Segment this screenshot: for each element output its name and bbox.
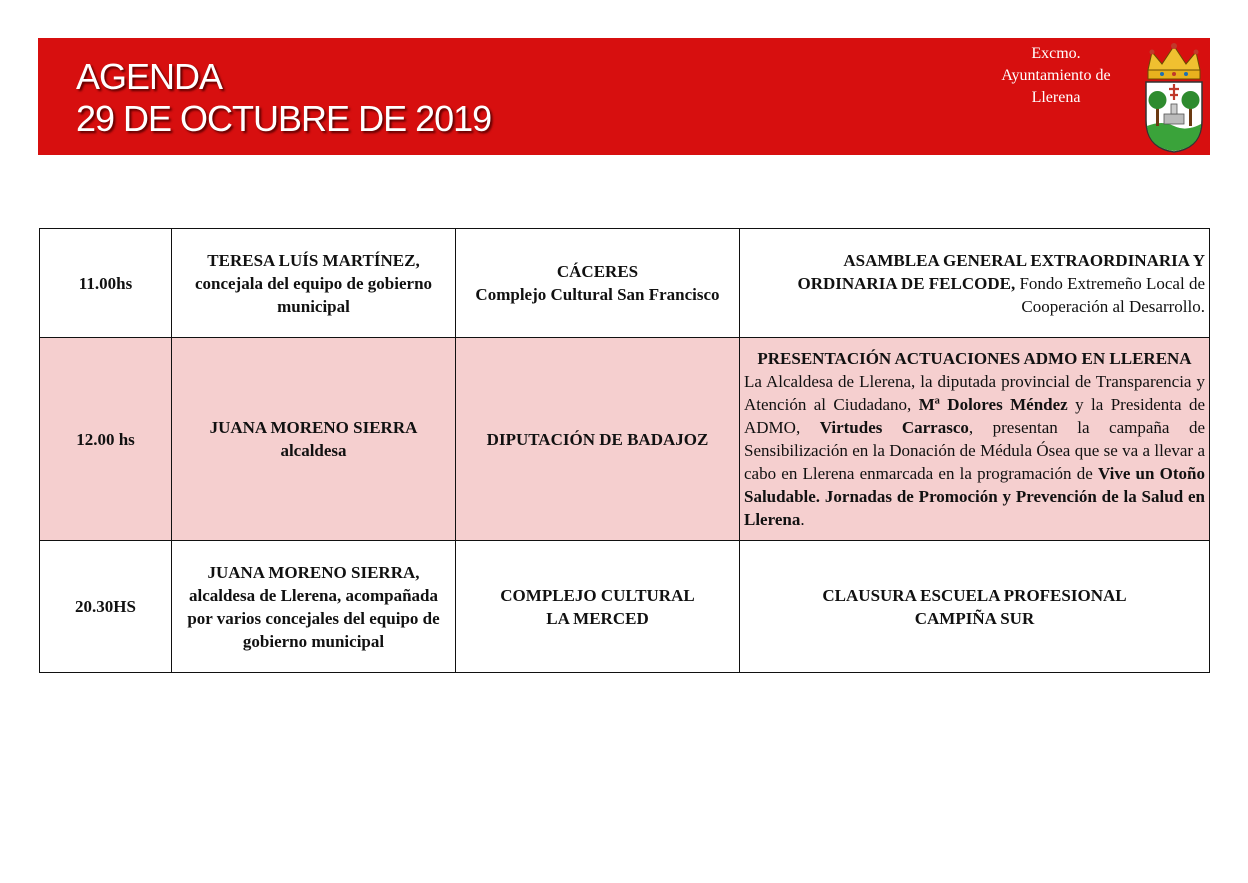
event-location [456, 541, 740, 673]
event-description [740, 541, 1210, 673]
person-role: concejala del equipo de gobierno municipal [194, 273, 433, 316]
event-title: ASAMBLEA GENERAL EXTRAORDINARIA Y ORDINARIA DE FELCODE, [797, 250, 1205, 293]
event-text-part: . [800, 510, 805, 529]
location-line-2: Complejo Cultural San Francisco [475, 285, 720, 304]
event-text-part: y la Presidenta de ADMO, [744, 395, 1205, 437]
event-description [740, 338, 1210, 541]
event-person [172, 229, 456, 338]
title-line-1: AGENDA [76, 56, 223, 97]
event-line-2: CAMPIÑA SUR [914, 608, 1035, 628]
location-line-1: CÁCERES [556, 262, 639, 281]
event-time: 20.30HS [40, 541, 172, 673]
event-line-1: CLAUSURA ESCUELA PROFESIONAL [822, 585, 1127, 605]
event-time: 12.00 hs [40, 338, 172, 541]
org-line-2: Ayuntamiento de [1001, 67, 1111, 84]
event-person [172, 338, 456, 541]
event-text [744, 370, 1205, 531]
event-text-part: , presentan la campaña de Sensibilización en la Donación de Médula Ósea que se va a llevar a cabo en Llerena enmarcada en la programación de [744, 418, 1205, 483]
org-line-3: Llerena [1031, 89, 1081, 106]
event-time: 11.00hs [40, 229, 172, 338]
event-title: PRESENTACIÓN ACTUACIONES ADMO EN LLERENA [757, 349, 1192, 368]
event-location [456, 229, 740, 338]
table-row [40, 541, 1210, 673]
org-name [976, 43, 1136, 109]
event-text: Fondo Extremeño Local de Cooperación al Desarrollo. [1015, 273, 1205, 316]
event-text-part: La Alcaldesa de Llerena, la diputada provincial de Transparencia y Atención al Ciudadano, [744, 372, 1205, 414]
location-line-1: COMPLEJO CULTURAL [500, 585, 695, 605]
location-line-2: LA MERCED [546, 608, 649, 628]
event-text-bold: Mª Dolores Méndez [918, 395, 1068, 414]
location-line-1: DIPUTACIÓN DE BADAJOZ [486, 429, 709, 449]
event-location [456, 338, 740, 541]
event-description [740, 229, 1210, 338]
event-person [172, 541, 456, 673]
person-name: TERESA LUÍS MARTÍNEZ, [207, 250, 420, 270]
person-role: alcaldesa de Llerena, acompañada por varios concejales del equipo de gobierno municipal [187, 585, 440, 651]
org-line-1: Excmo. [1031, 45, 1081, 62]
table-row [40, 338, 1210, 541]
person-role: alcaldesa [280, 441, 347, 460]
event-text-bold: Virtudes Carrasco [819, 418, 969, 437]
agenda-title [76, 56, 491, 140]
title-line-2: 29 DE OCTUBRE DE 2019 [76, 98, 492, 139]
table-row [40, 229, 1210, 338]
person-name: JUANA MORENO SIERRA [209, 418, 418, 437]
event-text-bold: Vive un Otoño Saludable. Jornadas de Promoción y Prevención de la Salud en Llerena [744, 464, 1205, 529]
agenda-table [39, 228, 1210, 673]
person-name: JUANA MORENO SIERRA, [207, 562, 420, 582]
header-banner [38, 38, 1210, 155]
coat-of-arms-icon [1142, 40, 1206, 154]
